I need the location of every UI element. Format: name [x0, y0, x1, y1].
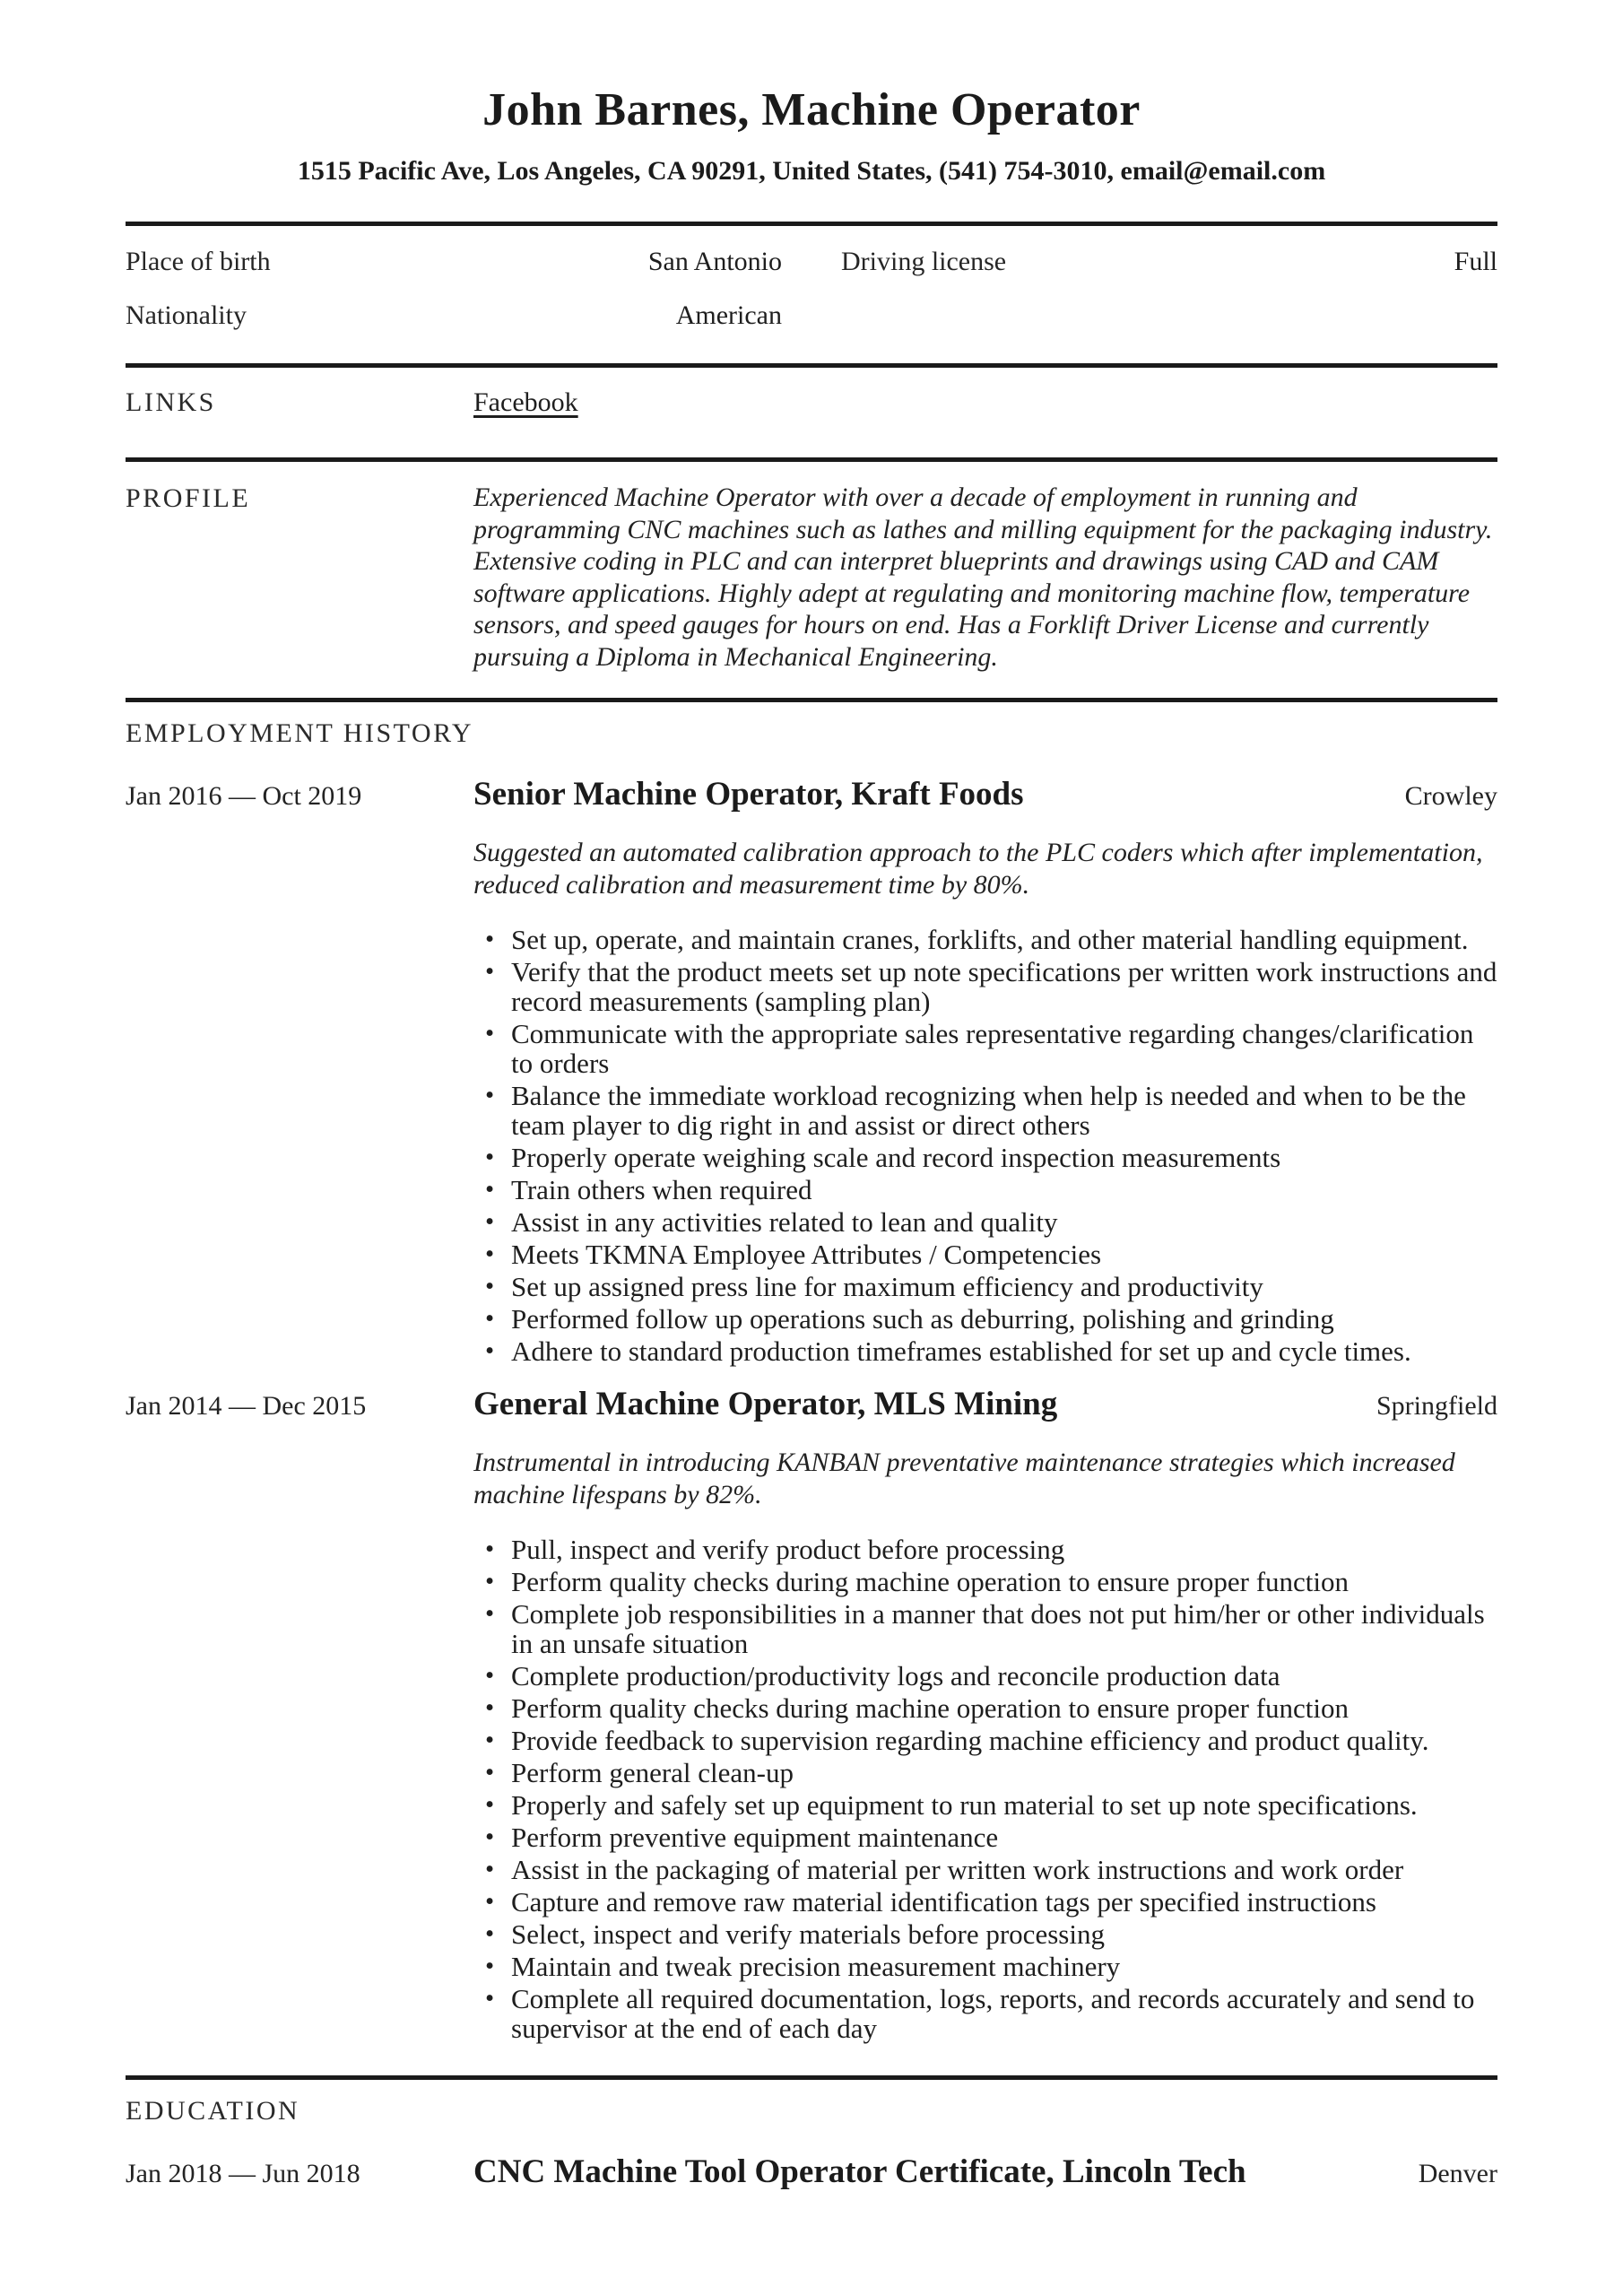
job-entries [126, 774, 1497, 2043]
entry-bullets [473, 1535, 1497, 2043]
entry-title: Senior Machine Operator, Kraft Foods [473, 776, 1024, 813]
bullet-item: • Maintain and tweak precision measurement machinery [473, 1952, 1497, 1981]
profile-section [126, 462, 1497, 698]
bullet-item: • Verify that the product meets set up note specifications per written work instructions and record measurements (sampling plan) [473, 957, 1497, 1016]
contact-line: 1515 Pacific Ave, Los Angeles, CA 90291, United States, (541) 754-3010, email@email.com [297, 156, 1326, 186]
bullet-item: • Perform preventive equipment maintenance [473, 1822, 1497, 1852]
education-section [126, 2080, 1497, 2195]
personal-details [126, 226, 1497, 363]
job-entry [126, 1384, 1497, 2043]
details-row [126, 245, 1497, 279]
page-title: John Barnes, Machine Operator [482, 84, 1141, 135]
driving-license-value: Full [1454, 247, 1497, 276]
nationality-label: Nationality [126, 300, 247, 330]
bullet-item: • Perform quality checks during machine operation to ensure proper function [473, 1567, 1497, 1596]
entry-dates: Jan 2014 — Dec 2015 [126, 1391, 367, 1421]
details-row [126, 299, 1497, 333]
entry-bullets [473, 925, 1497, 1366]
bullet-item: • Complete all required documentation, logs, reports, and records accurately and send to supervisor at the end of each day [473, 1984, 1497, 2043]
bullet-item: • Complete production/productivity logs and reconcile production data [473, 1661, 1497, 1691]
bullet-item: • Assist in the packaging of material per written work instructions and work order [473, 1855, 1497, 1884]
bullet-item: • Set up assigned press line for maximum efficiency and productivity [473, 1272, 1497, 1301]
links-list [473, 386, 1497, 420]
entry-title: General Machine Operator, MLS Mining [473, 1386, 1058, 1422]
entry-title: CNC Machine Tool Operator Certificate, Lincoln Tech [473, 2153, 1246, 2190]
driving-license-label: Driving license [841, 247, 1007, 276]
links-section [126, 368, 1497, 457]
education-heading: EDUCATION [126, 2096, 300, 2126]
entry-location: Crowley [1404, 781, 1497, 811]
place-of-birth-value: San Antonio [647, 247, 782, 276]
entry-summary: Instrumental in introducing KANBAN preventative maintenance strategies which increased machine lifespans by 82%. [473, 1448, 1455, 1509]
profile-heading: PROFILE [126, 483, 251, 513]
entry-dates: Jan 2016 — Oct 2019 [126, 781, 362, 811]
facebook-link[interactable]: Facebook [473, 387, 578, 417]
place-of-birth-label: Place of birth [126, 247, 271, 276]
education-entry [126, 2152, 1497, 2195]
bullet-item: • Pull, inspect and verify product before processing [473, 1535, 1497, 1564]
bullet-item: • Capture and remove raw material identification tags per specified instructions [473, 1887, 1497, 1917]
entry-dates: Jan 2018 — Jun 2018 [126, 2159, 360, 2188]
nationality-value: American [675, 300, 782, 330]
bullet-item: • Assist in any activities related to lean and quality [473, 1207, 1497, 1237]
bullet-item: • Perform quality checks during machine operation to ensure proper function [473, 1693, 1497, 1723]
bullet-item: • Select, inspect and verify materials before processing [473, 1919, 1497, 1949]
bullet-item: • Perform general clean-up [473, 1758, 1497, 1787]
employment-heading: EMPLOYMENT HISTORY [126, 718, 474, 748]
employment-section [126, 702, 1497, 2043]
bullet-item: • Complete job responsibilities in a manner that does not put him/her or other individuals in an unsafe situation [473, 1599, 1497, 1658]
bullet-item: • Properly operate weighing scale and record inspection measurements [473, 1143, 1497, 1172]
bullet-item: • Properly and safely set up equipment to run material to set up note specifications. [473, 1790, 1497, 1820]
bullet-item: • Balance the immediate workload recognizing when help is needed and when to be the team player to dig right in and assist or direct others [473, 1081, 1497, 1140]
bullet-item: • Communicate with the appropriate sales representative regarding changes/clarification to orders [473, 1019, 1497, 1078]
entry-location: Denver [1418, 2159, 1497, 2188]
bullet-item: • Train others when required [473, 1175, 1497, 1205]
bullet-item: • Adhere to standard production timeframes established for set up and cycle times. [473, 1336, 1497, 1366]
entry-summary: Suggested an automated calibration approach to the PLC coders which after implementation, reduced calibration and measurement time by 80%. [473, 838, 1483, 900]
bullet-item: • Performed follow up operations such as deburring, polishing and grinding [473, 1304, 1497, 1334]
bullet-item: • Set up, operate, and maintain cranes, forklifts, and other material handling equipment. [473, 925, 1497, 954]
bullet-item: • Meets TKMNA Employee Attributes / Competencies [473, 1239, 1497, 1269]
entry-location: Springfield [1376, 1391, 1497, 1421]
job-entry [126, 774, 1497, 1366]
bullet-item: • Provide feedback to supervision regarding machine efficiency and product quality. [473, 1726, 1497, 1755]
links-heading: LINKS [126, 387, 216, 417]
profile-text: Experienced Machine Operator with over a decade of employment in running and programming CNC machines such as lathes and milling equipment for the packaging industry. Extensive coding in PLC and can interpret blueprints and drawings using CAD and CAM software applications. Highly adept at regulating and monitoring machine flow, temperature sensors, and speed gauges for hours on end. Has a Forklift Driver License and currently pursuing a Diploma in Mechanical Engineering. [473, 483, 1493, 672]
education-entries [126, 2152, 1497, 2195]
